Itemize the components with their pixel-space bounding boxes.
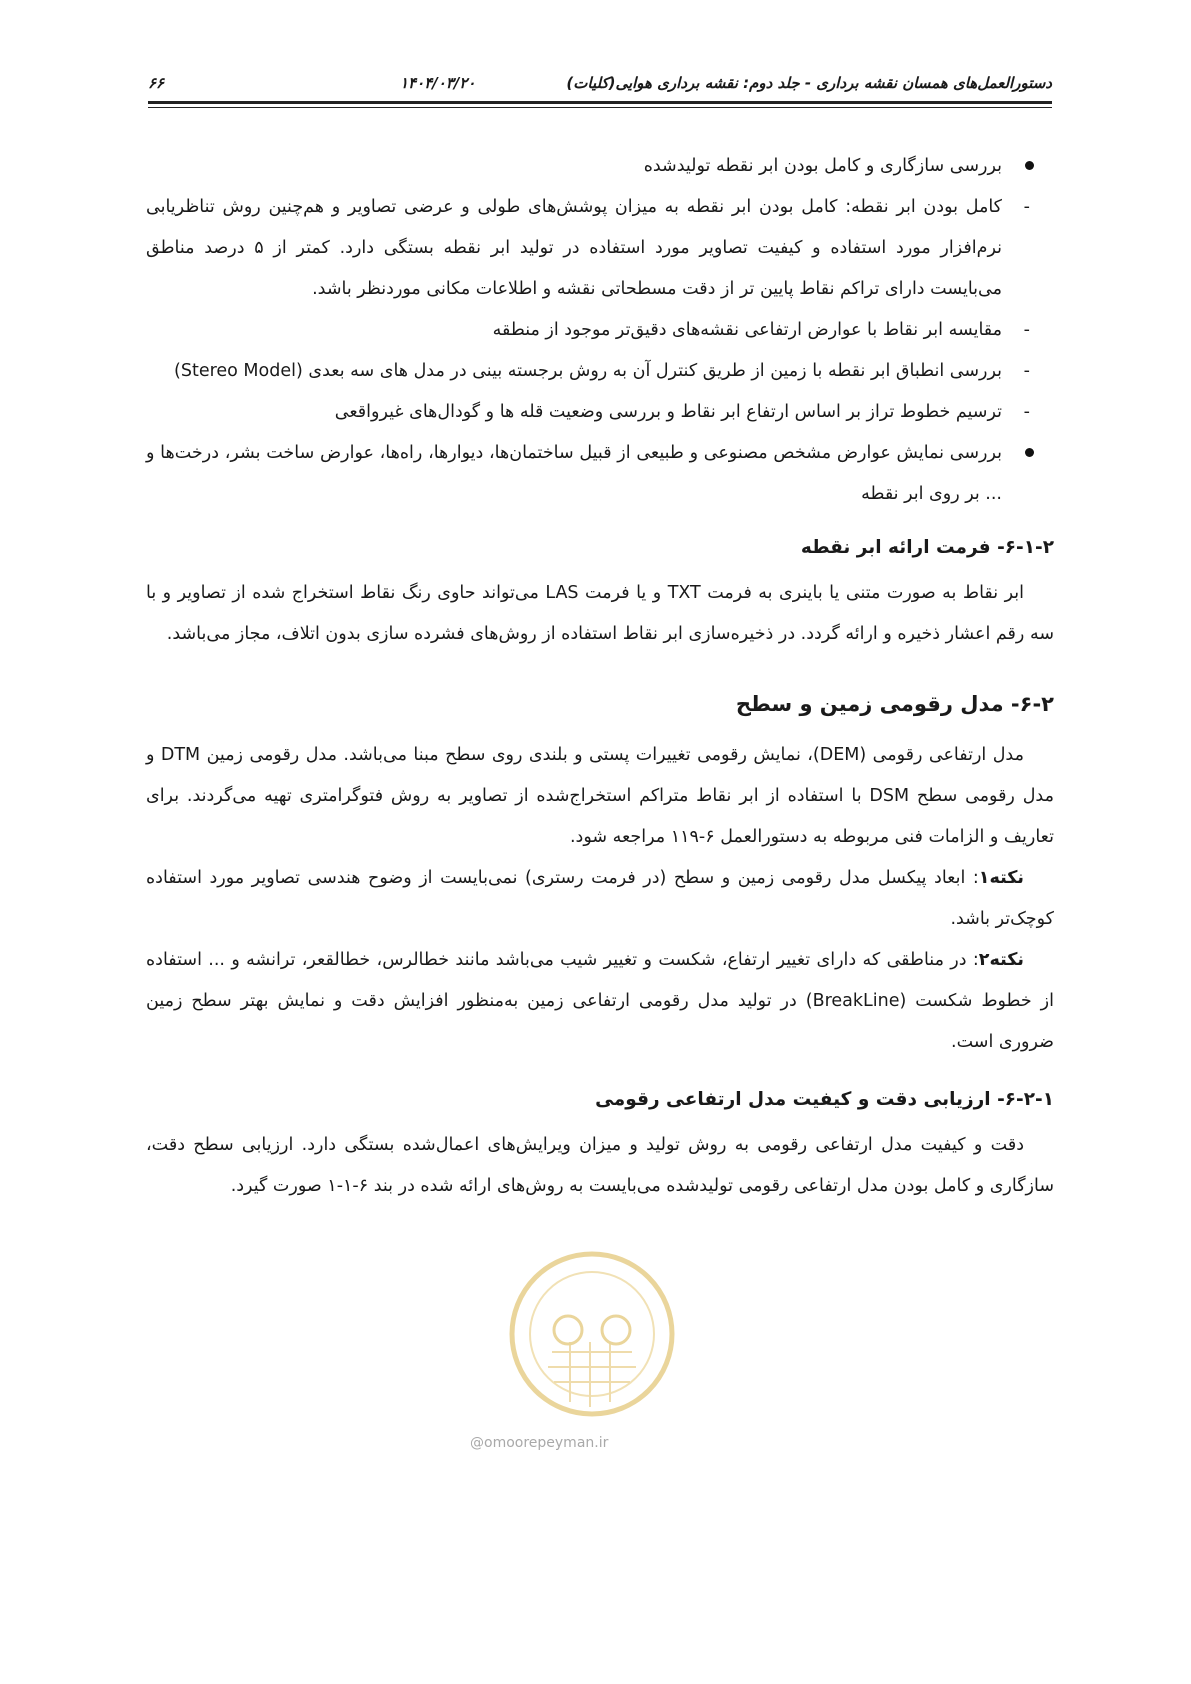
checklist [146, 146, 1054, 515]
note-label: نکته۲ [978, 950, 1024, 970]
note-label: نکته۱ [978, 868, 1024, 888]
page-number: ۶۶ [148, 74, 165, 92]
note-paragraph [146, 858, 1054, 940]
paragraph: مدل ارتفاعی رقومی (DEM)، نمایش رقومی تغییرات پستی و بلندی روی سطح مبنا می‌باشد. مدل رقومی زمین DTM و مدل رقومی سطح DSM با استفاده از ابر نقاط متراکم استخراج‌شده از تصاویر به روش فتوگرامتری تهیه می‌گردند. برای تعاریف و الزامات فنی مربوطه به دستورالعمل ۶-۱۱۹ مراجعه شود. [146, 745, 1054, 847]
list-item: - کامل بودن ابر نقطه: کامل بودن ابر نقطه به میزان پوشش‌های طولی و عرضی تصاویر و هم‌چنین روش تناظریابی نرم‌افزار مورد استفاده و کیفیت تصاویر مورد استفاده در تولید ابر نقطه بستگی دارد. کمتر از ۵ درصد مناطق می‌بایست دارای تراکم نقاط پایین تر از دقت مسطحاتی نقشه و اطلاعات مکانی موردنظر باشد. [146, 187, 1054, 310]
section-heading: ۶-۱-۲- فرمت ارائه ابر نقطه [800, 537, 1054, 558]
page-header [148, 70, 1052, 100]
header-date: ۱۴۰۴/۰۳/۲۰ [400, 74, 476, 92]
page-content [146, 146, 1054, 1207]
note-text: : ابعاد پیکسل مدل رقومی زمین و سطح (در فرمت رستری) نمی‌بایست از وضوح هندسی تصاویر مورد استفاده کوچک‌تر باشد. [146, 868, 1054, 929]
header-rule-thick [148, 101, 1052, 104]
list-item: - بررسی انطباق ابر نقطه با زمین از طریق کنترل آن به روش برجسته بینی در مدل های سه بعدی (Stereo Model) [146, 351, 1054, 392]
section-heading: ۶-۲-۱- ارزیابی دقت و کیفیت مدل ارتفاعی رقومی [595, 1089, 1054, 1110]
list-item: بررسی نمایش عوارض مشخص مصنوعی و طبیعی از قبیل ساختمان‌ها، دیوارها، راه‌ها، عوارض ساخت بشر، درخت‌ها و ... بر روی ابر نقطه [146, 433, 1054, 515]
note-text: : در مناطقی که دارای تغییر ارتفاع، شکست و تغییر شیب می‌باشد مانند خطالرس، خطالقعر، ترانشه و ... استفاده از خطوط شکست (BreakLine) در تولید مدل رقومی ارتفاعی زمین به‌منظور افزایش دقت و نمایش بهتر سطح زمین ضروری است. [146, 950, 1054, 1052]
paragraph: دقت و کیفیت مدل ارتفاعی رقومی به روش تولید و میزان ویرایش‌های اعمال‌شده بستگی دارد. ارزیابی سطح دقت، سازگاری و کامل بودن مدل ارتفاعی رقومی تولیدشده می‌بایست به روش‌های ارائه شده در بند ۶-۱-۱ صورت گیرد. [146, 1135, 1054, 1196]
watermark-logo [490, 1242, 695, 1427]
note-paragraph [146, 940, 1054, 1063]
header-rule-thin [148, 107, 1052, 108]
section-heading: ۶-۲- مدل رقومی زمین و سطح [735, 692, 1054, 716]
list-item: - ترسیم خطوط تراز بر اساس ارتفاع ابر نقاط و بررسی وضعیت قله ها و گودال‌های غیرواقعی [146, 392, 1054, 433]
header-title: دستورالعمل‌های همسان نقشه برداری - جلد دوم: نقشه برداری هوایی(کلیات) [566, 74, 1052, 92]
watermark-url: @omoorepeyman.ir [470, 1435, 609, 1451]
list-item: - مقایسه ابر نقاط با عوارض ارتفاعی نقشه‌های دقیق‌تر موجود از منطقه [146, 310, 1054, 351]
paragraph: ابر نقاط به صورت متنی یا باینری به فرمت TXT و یا فرمت LAS می‌تواند حاوی رنگ نقاط استخراج شده از تصاویر و با سه رقم اعشار ذخیره و ارائه گردد. در ذخیره‌سازی ابر نقاط استفاده از روش‌های فشرده سازی بدون اتلاف، مجاز می‌باشد. [146, 583, 1054, 644]
list-item: بررسی سازگاری و کامل بودن ابر نقطه تولیدشده [146, 146, 1054, 187]
